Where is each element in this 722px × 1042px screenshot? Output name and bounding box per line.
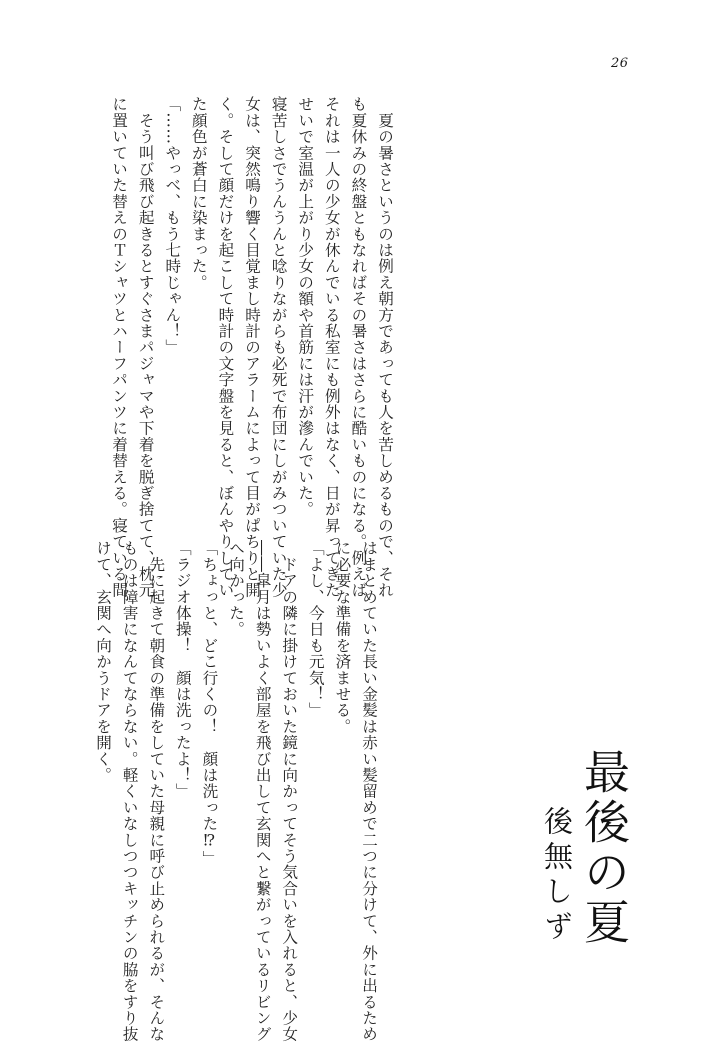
- text-line: 「ちょっと、どこ行くの！ 顔は洗った⁉」: [200, 540, 219, 867]
- text-line: く。そして顔だけを起こして時計の文字盤を見ると、ぼんやりしてい: [216, 96, 235, 599]
- text-line: た顔色が蒼白に染まった。: [189, 96, 208, 291]
- story-title: 最後の夏: [577, 748, 631, 948]
- text-line: 「ラジオ体操！ 顔は洗ったよ！」: [173, 540, 192, 800]
- story-author: 後無しず: [540, 806, 574, 946]
- text-line: へ向かった。: [227, 540, 246, 638]
- text-line: ――皐月は勢いよく部屋を飛び出して玄関へと繋がっているリビング: [253, 540, 272, 1042]
- text-line: はまとめていた長い金髪は赤い髪留めで二つに分けて、外に出るため: [360, 540, 378, 1042]
- text-line: ものは障害になんてならない。軽くいなしつつキッチンの脇をすり抜: [120, 540, 139, 1042]
- page-number: 26: [611, 56, 629, 71]
- text-line: そう叫び飛び起きるとすぐさまパジャマや下着を脱ぎ捨てて、枕元: [136, 96, 155, 599]
- text-line: せいで室温が上がり少女の額や首筋には汗が滲んでいた。: [296, 96, 315, 518]
- text-line: 寝苦しさでうんうんと唸りながらも必死で布団にしがみついていた少: [269, 96, 288, 599]
- text-line: も夏休みの終盤ともなればその暑さはさらに酷いものになる。例えば: [349, 96, 368, 599]
- text-line: 「よし、今日も元気！」: [306, 540, 325, 719]
- text-line: それは一人の少女が休んでいる私室にも例外はなく、日が昇ってきた: [322, 96, 341, 599]
- text-line: ドアの隣に掛けておいた鏡に向かってそう気合いを入れると、少女: [280, 540, 299, 1042]
- text-line: 「……やっべ、もう七時じゃん！」: [163, 96, 182, 356]
- text-line: 夏の暑さというのは例え朝方であっても人を苦しめるもので、それ: [376, 96, 394, 599]
- text-line: 女は、突然鳴り響く目覚まし時計のアラームによって目がぱちりと開: [243, 96, 262, 599]
- text-line: に置いていた替えのＴシャツとハーフパンツに着替える。寝ている間: [110, 96, 129, 599]
- text-line: 先に起きて朝食の準備をしていた母親に呼び止められるが、そんな: [147, 540, 166, 1042]
- body-text-lower: [89, 540, 382, 1042]
- text-line: けて、玄関へ向かうドアを開く。: [94, 540, 113, 783]
- text-line: に必要な準備を済ませる。: [333, 540, 352, 735]
